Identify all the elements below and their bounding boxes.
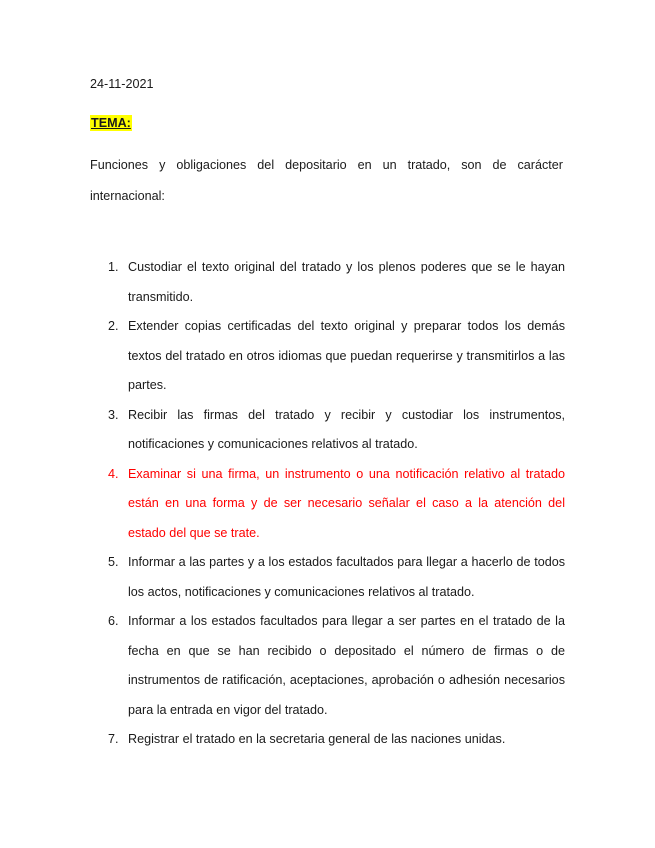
list-item-text: Custodiar el texto original del tratado y los plenos poderes que se le hayan transmitido.	[128, 260, 565, 304]
list-item-number: 5.	[108, 555, 119, 569]
list-item	[90, 401, 565, 460]
list-item-text: Registrar el tratado en la secretaria general de las naciones unidas.	[128, 732, 506, 746]
list-item-highlighted	[90, 460, 565, 549]
list-item	[90, 312, 565, 401]
list-item	[90, 607, 565, 725]
document-date: 24-11-2021	[90, 77, 154, 91]
list-item-text: Recibir las firmas del tratado y recibir y custodiar los instrumentos, notificaciones y comunicaciones relativos al tratado.	[128, 407, 565, 451]
intro-paragraph: Funciones y obligaciones del depositario en un tratado, son de carácter internacional:	[90, 158, 563, 203]
list-item-text: Informar a los estados facultados para llegar a ser partes en el tratado de la fecha en que se han recibido o depositado el número de firmas o de instrumentos de ratificación, aceptaciones, aprobación o adhesión necesarios para la entrada en vigor del tratado.	[128, 614, 565, 717]
list-item-number: 1.	[108, 260, 119, 274]
obligations-list	[90, 253, 565, 755]
list-item-number: 4.	[108, 466, 119, 481]
list-item-number: 2.	[108, 319, 119, 333]
list-item	[90, 548, 565, 607]
list-item	[90, 725, 565, 755]
list-item-number: 3.	[108, 407, 119, 422]
list-item-text: Examinar si una firma, un instrumento o una notificación relativo al tratado están en una forma y de ser necesario señalar el caso a la atención del estado del que se trate.	[128, 466, 565, 540]
list-item	[90, 253, 565, 312]
list-item-number: 7.	[108, 732, 119, 746]
list-item-text: Informar a las partes y a los estados facultados para llegar a hacerlo de todos los actos, notificaciones y comunicaciones relativos al tratado.	[128, 555, 565, 599]
list-item-text: Extender copias certificadas del texto original y preparar todos los demás textos del tratado en otros idiomas que puedan requerirse y transmitirlos a las partes.	[128, 319, 565, 392]
topic-label: TEMA:	[91, 116, 131, 130]
list-item-number: 6.	[108, 614, 119, 628]
